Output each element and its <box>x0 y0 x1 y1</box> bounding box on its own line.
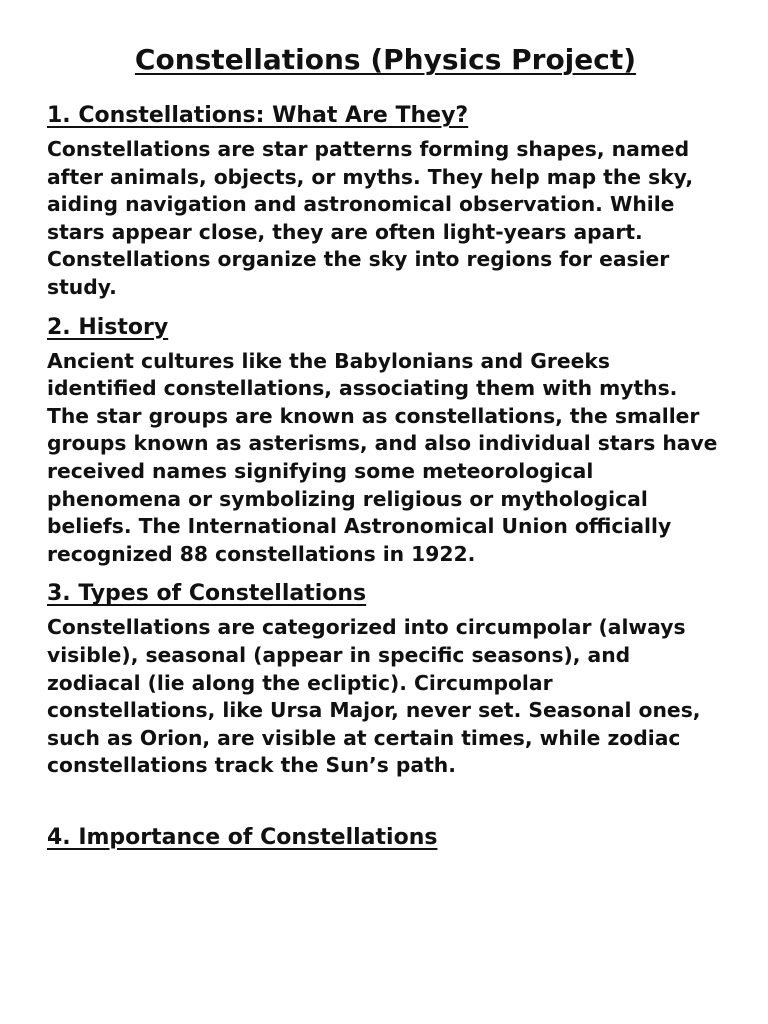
document-title: Constellations (Physics Project) <box>134 43 637 76</box>
section-paragraph: Ancient cultures like the Babylonians and Greeks identified constellations, associating them with myths. The star groups are known as constellations, the smaller groups known as asterisms, and also individual stars have received names signifying some meteorological phenomena or symbolizing religious or mythological beliefs. The International Astronomical Union officially recognized 88 constellations in 1922. <box>47 348 718 566</box>
section-heading: 4. Importance of Constellations <box>47 824 438 850</box>
section-paragraph: Constellations are categorized into circumpolar (always visible), seasonal (appear in specific seasons), and zodiacal (lie along the ecliptic). Circumpolar constellations, like Ursa Major, never set. Seasonal ones, such as Orion, are visible at certain times, while zodiac constellations track the Sun’s path. <box>47 615 701 778</box>
section-types <box>47 578 724 780</box>
section-heading: 1. Constellations: What Are They? <box>47 103 469 128</box>
section-history <box>47 312 724 569</box>
section-heading: 3. Types of Constellations <box>47 581 367 607</box>
blank-space <box>47 790 724 822</box>
section-importance <box>47 822 724 854</box>
section-paragraph: Constellations are star patterns forming shapes, named after animals, objects, or myths. They help map the sky, aiding navigation and astronomical observation. While stars appear close, they are often light-years apart. Constellations organize the sky into regions for easier study. <box>47 137 694 299</box>
section-heading: 2. History <box>47 314 169 340</box>
section-what-are-they <box>47 100 724 302</box>
